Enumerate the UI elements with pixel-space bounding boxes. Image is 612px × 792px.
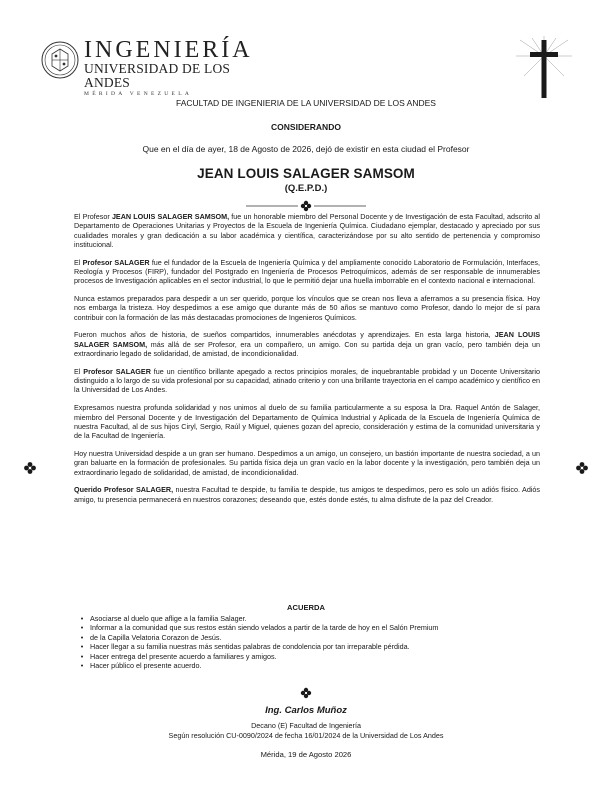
signatory-name: Ing. Carlos Muñoz [265,705,347,716]
logo-wordmark [84,38,253,98]
acuerdo-item [80,623,530,633]
bullet-icon: • [80,661,84,671]
university-seal-icon [40,40,80,80]
acuerdo-item-text: Informar a la comunidad que sus restos están siendo velados a partir de la tarde de hoy en el Salón Premium [90,623,439,633]
body-paragraph [74,403,540,440]
qepd-label: (Q.E.P.D.) [284,183,328,194]
paragraph-text: El Profesor [74,212,112,221]
acuerdo-list [80,614,530,671]
bullet-icon: • [80,623,84,633]
logo-line-2: UNIVERSIDAD DE LOS ANDES [84,61,231,90]
acuerdo-item [80,661,530,671]
paragraph-text: fue un honorable miembro del Personal Docente y de Investigación de esta Facultad, adscrito al Departamento de Operaciones Unitarias y Proyectos de la Escuela de Ingeniería Química. Ciudadano ejemplar, destacado y apreciado por sus cualidades morales y gran dedicación a su labor académica y científica, caracterizándose por su alto sentido de pertenencia y compromiso institucional. [74,212,541,249]
paragraph-text: Expresamos nuestra profunda solidaridad y nos unimos al duelo de su familia particularmente a su esposa la Dra. Raquel Antón de Salager, miembro del Personal Docente y de Investigación del Departamento de Química Industrial y Aplicada de la Escuela de Ingeniería Química de nuestra Facultad, al de sus hijos Ciryl, Sergio, Raúl y Miguel, quienes gozan del aprecio, consideración y estima de la comunidad universitaria y de la Facultad de Ingeniería. [74,403,540,441]
intro-line: Que en el día de ayer, 18 de Agosto de 2026, dejó de existir en esta ciudad el Profesor [142,144,470,154]
paragraph-text: más allá de ser Profesor, era un compañero, un amigo. Con su partida deja un gran vacío, pero también deja un extraordinario legado de solidaridad, de amistad, de incondicionalidad. [74,339,540,359]
bold-text: JEAN LOUIS SALAGER SAMSOM, [111,212,230,221]
body-paragraph [74,212,540,249]
logo-line-3: MÉRIDA VENEZUELA [84,91,193,97]
body-paragraph [74,330,540,358]
acuerdo-item [80,614,530,623]
signatory-resolution: Según resolución CU-0090/2024 de fecha 16/01/2024 de la Universidad de Los Andes [168,731,444,740]
bullet-icon: • [80,651,84,661]
bullet-icon: • [80,642,84,652]
logo-line-1: INGENIERÍA [84,37,253,63]
paragraph-text: Nunca estamos preparados para despedir a un ser querido, porque los vínculos que se crean nos lleva a aferramos a su presencia física. Hoy nos embarga la tristeza. Hoy despedimos a ese amigo que durante más de 50 años se mantuvo como Profesor, dando lo mejor de sí para contribuir con la formación de las más destacadas promociones de Ingenieros Químicos. [74,294,540,322]
paragraph-text: fue un científico brillante apegado a rectos principios morales, de inquebrantable probidad y un Docente Universitario distinguido a lo largo de su vida profesional por su capacidad, atinado criterio y con una brillante trayectoria en el campo académico y científico en la Universidad de Los Andes. [74,366,540,395]
paragraph-text: fue el fundador de la Escuela de Ingeniería Química y del ampliamente conocido Laboratorio de Formulación, Interfaces, Reología y Procesos (FIRP), fundador del Postgrado en Ingeniería de Procesos Petroquímicos, además de ser responsable de innumerables procesos de Investigación aplicables en el sector industrial, lo que le permitió dejar una huella imborrable en el contexto nacional e internacional. [74,257,540,286]
paragraph-text: nuestra Facultad te despide, tu familia te despide, tus amigos te despedimos, pero es solo un adiós físico. Adiós amigo, tu presencia permanecerá en nuestros corazones; deseando que, estés donde estés, tu alma disfrute de la paz del Creador. [74,485,541,504]
bold-text: Profesor SALAGER [82,257,150,267]
acuerdo-item [80,632,530,642]
bullet-icon: • [80,632,84,642]
acuerdo-item [80,642,530,652]
body-paragraph [74,367,540,395]
acuerdo-item-text: Hacer público el presente acuerdo. [90,661,202,671]
fleuron-divider-icon [246,686,366,700]
considerando-heading: CONSIDERANDO [271,122,341,132]
paragraph-text: El [74,366,84,376]
fleuron-divider-icon [246,199,366,213]
cross-icon [514,36,574,100]
acuerda-heading: ACUERDA [287,603,325,612]
faculty-heading: FACULTAD DE INGENIERIA DE LA UNIVERSIDAD DE LOS ANDES [176,98,436,108]
body-paragraph [74,294,540,322]
acuerdo-item-text: Asociarse al duelo que aflige a la familia Salager. [90,614,247,623]
bold-text: Querido Profesor SALAGER, [74,485,174,495]
paragraph-text: El [74,257,83,267]
cross-pattee-icon [23,461,37,475]
paragraph-text: Hoy nuestra Universidad despide a un gran ser humano. Despedimos a un amigo, un consejero, un bastión importante de nuestra sociedad, a un gran baluarte en la formación de profesionales. Su partida física deja un gran vacío en la labor docente y la investigación, pero también deja un extraordinario legado de solidaridad, de amistad, de incondicionalidad. [74,448,540,477]
bold-text: JEAN LOUIS SALAGER SAMSOM, [74,330,540,349]
body-paragraph [74,485,540,504]
university-logo [40,37,253,97]
acuerdo-item-text: Hacer llegar a su familia nuestras más sentidas palabras de condolencia por tan irreparable pérdida. [90,642,410,652]
considerando-body [74,212,540,512]
cross-pattee-icon [575,461,589,475]
document-date: Mérida, 19 de Agosto 2026 [260,750,352,759]
acuerdo-item [80,651,530,661]
signatory-role: Decano (E) Facultad de Ingeniería [251,721,361,730]
acuerdo-item-text: de la Capilla Velatoria Corazon de Jesús. [90,632,222,642]
body-paragraph [74,258,540,286]
paragraph-text: Fueron muchos años de historia, de sueños compartidos, innumerables anécdotas y aprendizajes. En esta larga historia, [74,330,495,340]
bullet-icon: • [80,614,84,623]
body-paragraph [74,449,540,477]
bold-text: Profesor SALAGER [83,366,151,376]
acuerdo-item-text: Hacer entrega del presente acuerdo a familiares y amigos. [90,651,277,661]
deceased-name: JEAN LOUIS SALAGER SAMSOM [197,166,415,181]
